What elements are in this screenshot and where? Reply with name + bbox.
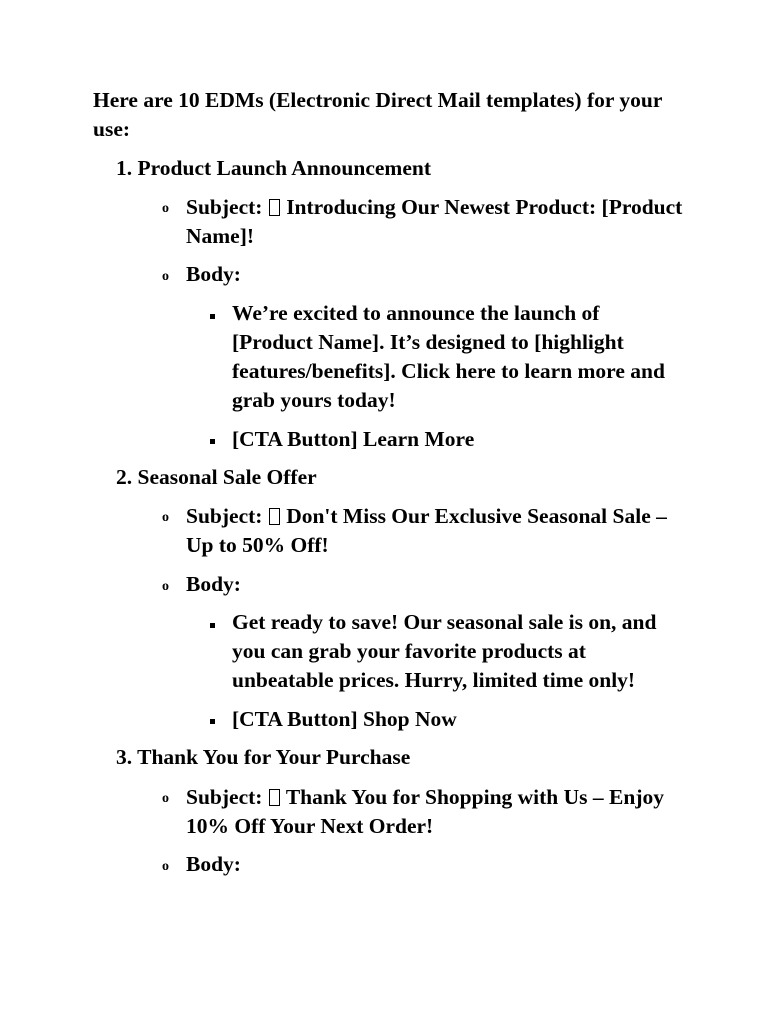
circle-bullet-icon: o — [162, 791, 169, 806]
subject-line — [186, 502, 686, 560]
subject-prefix: Subject: — [186, 504, 263, 528]
subject-text: Introducing Our Newest Product: [Product Name]! — [186, 195, 683, 248]
subject-prefix: Subject: — [186, 785, 263, 809]
item-heading: 1. Product Launch Announcement — [116, 156, 431, 180]
cta-text: [CTA Button] Shop Now — [232, 707, 457, 731]
square-bullet-icon — [210, 719, 215, 724]
body-text: We’re excited to announce the launch of [Product Name]. It’s designed to [highlight features/benefits]. Click here to learn more and grab yours today! — [232, 301, 665, 412]
circle-bullet-icon: o — [162, 201, 169, 216]
body-text: Get ready to save! Our seasonal sale is on, and you can grab your favorite products at unbeatable prices. Hurry, limited time only! — [232, 610, 657, 692]
body-label: Body: — [186, 852, 241, 876]
subject-text: Don't Miss Our Exclusive Seasonal Sale – Up to 50% Off! — [186, 504, 667, 557]
item-heading: 3. Thank You for Your Purchase — [116, 745, 411, 769]
square-bullet-icon — [210, 314, 215, 319]
square-bullet-icon — [210, 623, 215, 628]
circle-bullet-icon: o — [162, 510, 169, 525]
cta-text: [CTA Button] Learn More — [232, 427, 475, 451]
missing-glyph-icon — [269, 199, 280, 216]
subject-text: Thank You for Shopping with Us – Enjoy 10% Off Your Next Order! — [186, 785, 664, 838]
missing-glyph-icon — [269, 508, 280, 525]
circle-bullet-icon: o — [162, 269, 169, 284]
subject-prefix: Subject: — [186, 195, 263, 219]
circle-bullet-icon: o — [162, 579, 169, 594]
square-bullet-icon — [210, 439, 215, 444]
item-heading: 2. Seasonal Sale Offer — [116, 465, 317, 489]
subject-line — [186, 783, 686, 841]
intro-paragraph: Here are 10 EDMs (Electronic Direct Mail templates) for your use: — [93, 88, 662, 141]
body-label: Body: — [186, 572, 241, 596]
body-label: Body: — [186, 262, 241, 286]
circle-bullet-icon: o — [162, 859, 169, 874]
missing-glyph-icon — [269, 789, 280, 806]
subject-line — [186, 193, 686, 251]
